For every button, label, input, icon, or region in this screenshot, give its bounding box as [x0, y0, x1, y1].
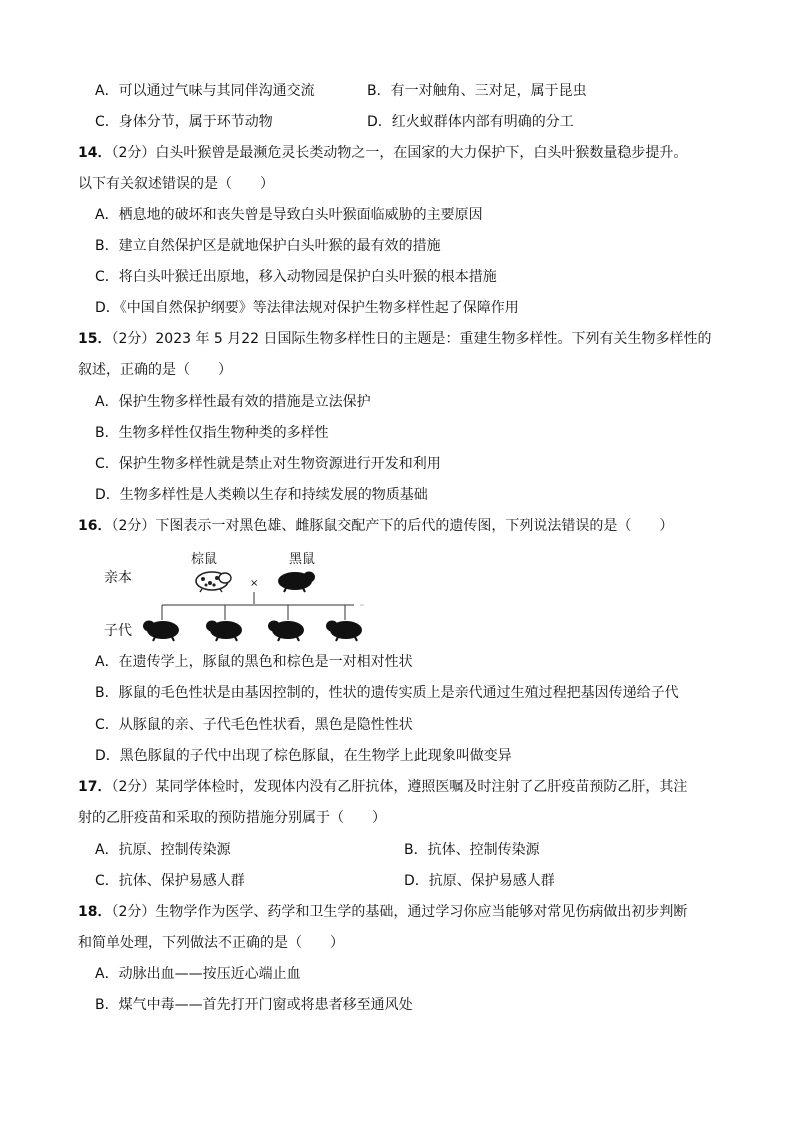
offspring-guinea-pig-icon — [268, 621, 304, 642]
q14-number: 14． — [78, 145, 112, 161]
q15-stem-line1: （2分）2023 年 5 月22 日国际生物多样性日的主题是：重建生物多样性。下列有关生物多样性的 — [111, 331, 712, 347]
cross-symbol: × — [250, 578, 259, 589]
q15-number: 15． — [78, 331, 112, 347]
q15-option-a: A．保护生物多样性最有效的措施是立法保护 — [95, 394, 371, 410]
q13-option-c: C．身体分节，属于环节动物 — [95, 114, 273, 130]
q14-option-a: A．栖息地的破坏和丧失曾是导致白头叶猴面临威胁的主要原因 — [95, 207, 483, 223]
q17-option-c: C．抗体、保护易感人群 — [95, 873, 245, 889]
q17-stem — [78, 777, 687, 797]
q18-stem — [78, 902, 687, 922]
q16-number: 16． — [78, 518, 112, 534]
q15-option-b: B．生物多样性仅指生物种类的多样性 — [95, 425, 329, 441]
black-guinea-pig-icon — [278, 572, 315, 593]
q18-option-b: B．煤气中毒——首先打开门窗或将患者移至通风处 — [95, 997, 413, 1013]
offspring-label: 子代 — [104, 623, 132, 639]
q14-option-c: C．将白头叶猴迁出原地，移入动物园是保护白头叶猴的根本措施 — [95, 269, 497, 285]
q16-option-c: C．从豚鼠的亲、子代毛色性状看，黑色是隐性性状 — [95, 717, 413, 733]
q15-option-c: C．保护生物多样性就是禁止对生物资源进行开发和利用 — [95, 456, 441, 472]
offspring-guinea-pig-icon — [206, 621, 242, 642]
q18-stem-line1: （2分）生物学作为医学、药学和卫生学的基础，通过学习你应当能够对常见伤病做出初步判断 — [111, 904, 688, 920]
brown-guinea-pig-label: 棕鼠 — [191, 552, 218, 567]
offspring-guinea-pig-icon — [326, 621, 362, 642]
q16-option-b: B．豚鼠的毛色性状是由基因控制的，性状的遗传实质上是亲代通过生殖过程把基因传递给子代 — [95, 685, 679, 701]
black-guinea-pig-label: 黑鼠 — [289, 552, 316, 567]
q14-option-b: B．建立自然保护区是就地保护白头叶猴的最有效的措施 — [95, 238, 441, 254]
q17-option-a: A．抗原、控制传染源 — [95, 842, 231, 858]
q16-stem-line1: （2分）下图表示一对黑色雄、雌豚鼠交配产下的后代的遗传图，下列说法错误的是（ ） — [111, 518, 674, 534]
q14-option-d: D．《中国自然保护纲要》等法律法规对保护生物多样性起了保障作用 — [95, 300, 519, 316]
q13-option-a: A．可以通过气味与其同伴沟通交流 — [95, 83, 315, 99]
q17-stem-line2: 射的乙肝疫苗和采取的预防措施分别属于（ ） — [78, 810, 386, 826]
q18-number: 18． — [78, 904, 112, 920]
brown-guinea-pig-icon — [196, 572, 231, 592]
q17-option-b: B．抗体、控制传染源 — [404, 842, 540, 858]
q14-stem-line2: 以下有关叙述错误的是（ ） — [78, 176, 274, 192]
parent-label: 亲本 — [104, 570, 132, 586]
q17-number: 17． — [78, 779, 112, 795]
q16-option-d: D．黑色豚鼠的子代中出现了棕色豚鼠，在生物学上此现象叫做变异 — [95, 748, 512, 764]
q18-option-a: A．动脉出血——按压近心端止血 — [95, 966, 301, 982]
q15-stem-line2: 叙述，正确的是（ ） — [78, 362, 232, 378]
q17-stem-line1: （2分）某同学体检时，发现体内没有乙肝抗体，遵照医嘱及时注射了乙肝疫苗预防乙肝，其注 — [111, 779, 688, 795]
q14-stem-line1: （2分）白头叶猴曾是最濒危灵长类动物之一，在国家的大力保护下，白头叶猴数量稳步提升。 — [111, 145, 688, 161]
offspring-guinea-pig-icon — [143, 621, 179, 642]
q18-stem-line2: 和简单处理，下列做法不正确的是（ ） — [78, 935, 344, 951]
q16-option-a: A．在遗传学上，豚鼠的黑色和棕色是一对相对性状 — [95, 654, 413, 670]
q13-option-b: B．有一对触角、三对足，属于昆虫 — [367, 83, 587, 99]
q15-option-d: D．生物多样性是人类赖以生存和持续发展的物质基础 — [95, 487, 428, 503]
q13-option-d: D．红火蚁群体内部有明确的分工 — [367, 114, 574, 130]
q17-option-d: D．抗原、保护易感人群 — [404, 873, 555, 889]
